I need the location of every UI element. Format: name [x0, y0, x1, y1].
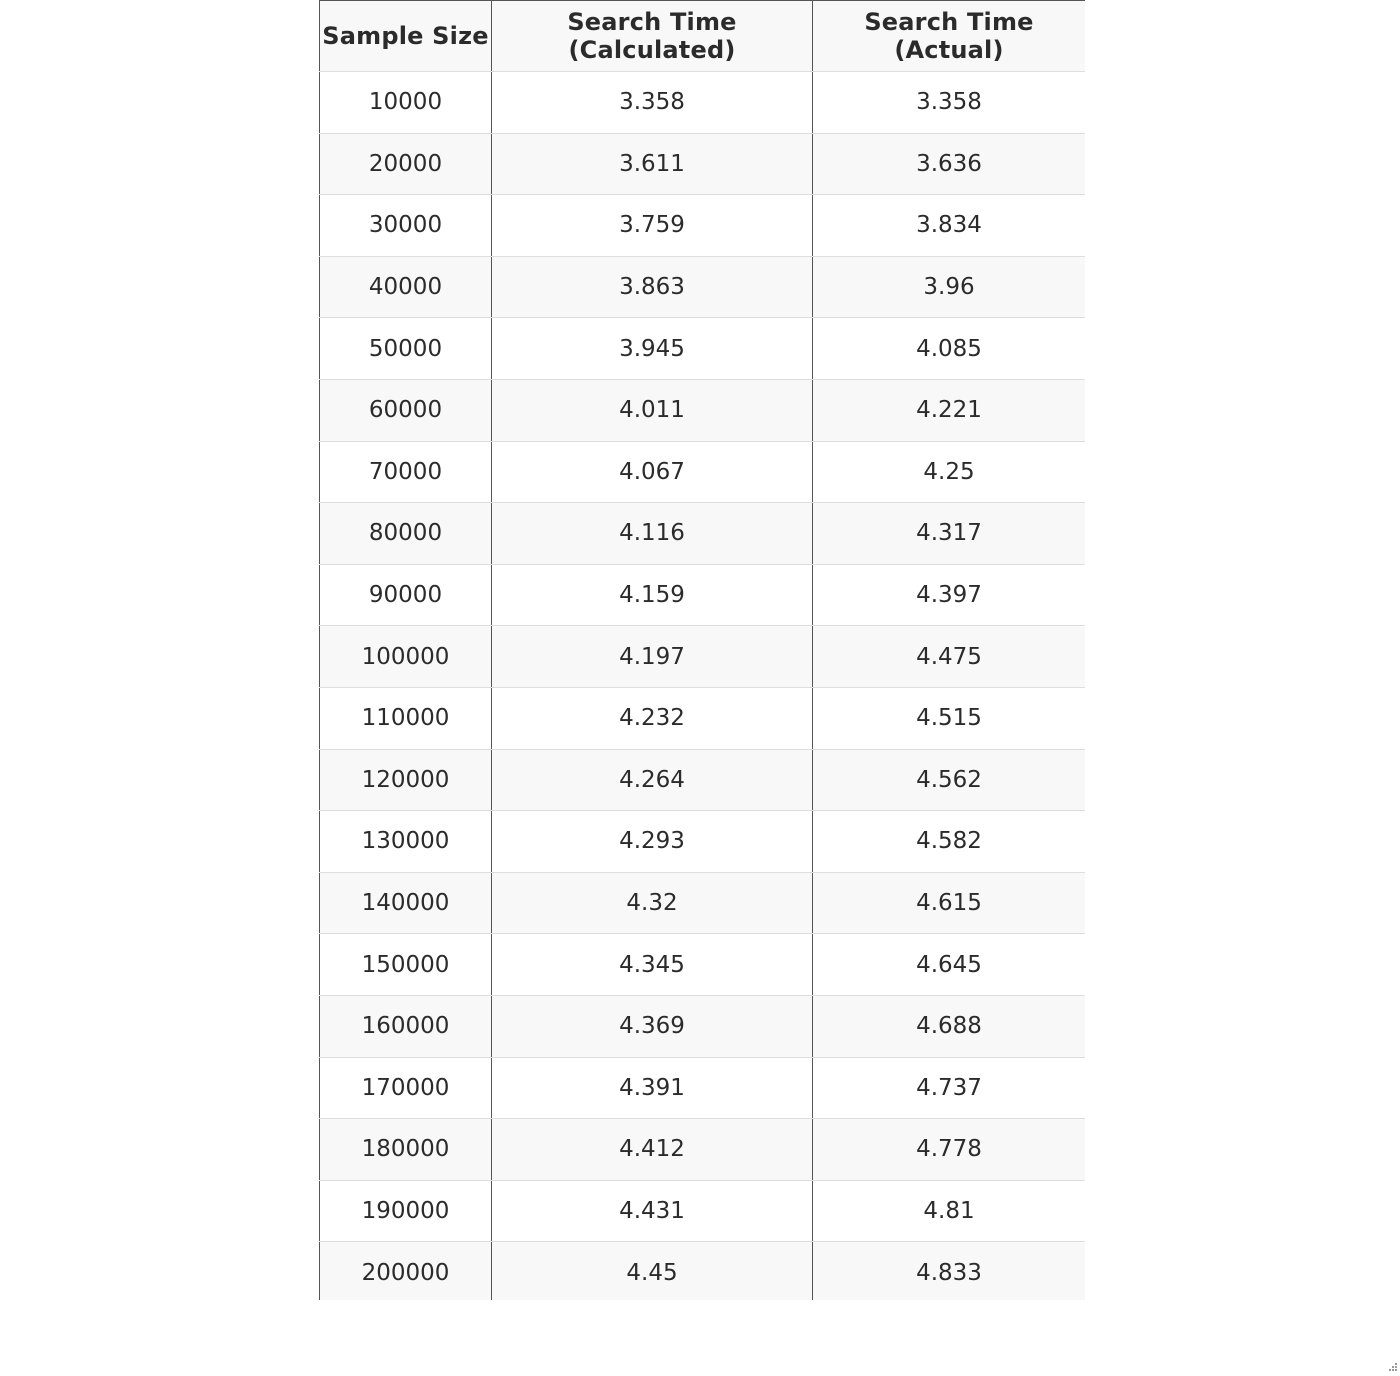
- cell-sample-size: 160000: [320, 995, 492, 1057]
- table-row: [320, 872, 1086, 934]
- cell-search-time-actual: 4.085: [813, 318, 1086, 380]
- cell-search-time-calculated: 3.945: [492, 318, 813, 380]
- table-row: [320, 195, 1086, 257]
- table-row: [320, 1119, 1086, 1181]
- cell-search-time-actual: 4.615: [813, 872, 1086, 934]
- cell-search-time-actual: 4.317: [813, 503, 1086, 565]
- cell-sample-size: 190000: [320, 1180, 492, 1242]
- table-row: [320, 72, 1086, 134]
- table-row: [320, 379, 1086, 441]
- cell-search-time-actual: 4.515: [813, 687, 1086, 749]
- search-time-table: [319, 0, 1085, 1300]
- table-row: [320, 811, 1086, 873]
- table-row: [320, 1057, 1086, 1119]
- table-body: [320, 72, 1086, 1301]
- table-row: [320, 564, 1086, 626]
- cell-search-time-calculated: 3.759: [492, 195, 813, 257]
- table-row: [320, 1242, 1086, 1300]
- table-container: [319, 0, 1085, 1300]
- cell-sample-size: 70000: [320, 441, 492, 503]
- cell-sample-size: 10000: [320, 72, 492, 134]
- cell-sample-size: 100000: [320, 626, 492, 688]
- cell-sample-size: 40000: [320, 256, 492, 318]
- cell-search-time-calculated: 3.611: [492, 133, 813, 195]
- cell-sample-size: 180000: [320, 1119, 492, 1181]
- cell-sample-size: 20000: [320, 133, 492, 195]
- header-search-time-calculated: Search Time (Calculated): [492, 1, 813, 72]
- cell-search-time-actual: 3.358: [813, 72, 1086, 134]
- cell-search-time-actual: 4.778: [813, 1119, 1086, 1181]
- table-row: [320, 626, 1086, 688]
- table-row: [320, 749, 1086, 811]
- cell-search-time-actual: 4.25: [813, 441, 1086, 503]
- table-row: [320, 1180, 1086, 1242]
- cell-search-time-calculated: 4.391: [492, 1057, 813, 1119]
- cell-search-time-calculated: 4.011: [492, 379, 813, 441]
- cell-search-time-calculated: 4.067: [492, 441, 813, 503]
- cell-sample-size: 90000: [320, 564, 492, 626]
- cell-sample-size: 200000: [320, 1242, 492, 1300]
- cell-search-time-calculated: 4.264: [492, 749, 813, 811]
- cell-search-time-actual: 3.636: [813, 133, 1086, 195]
- cell-search-time-actual: 4.737: [813, 1057, 1086, 1119]
- cell-sample-size: 140000: [320, 872, 492, 934]
- table-row: [320, 503, 1086, 565]
- cell-search-time-calculated: 4.345: [492, 934, 813, 996]
- cell-sample-size: 80000: [320, 503, 492, 565]
- cell-sample-size: 110000: [320, 687, 492, 749]
- cell-search-time-calculated: 4.197: [492, 626, 813, 688]
- table-row: [320, 133, 1086, 195]
- cell-search-time-actual: 4.645: [813, 934, 1086, 996]
- cell-search-time-calculated: 4.232: [492, 687, 813, 749]
- cell-sample-size: 50000: [320, 318, 492, 380]
- cell-search-time-calculated: 4.159: [492, 564, 813, 626]
- cell-sample-size: 170000: [320, 1057, 492, 1119]
- cell-search-time-calculated: 4.32: [492, 872, 813, 934]
- cell-search-time-calculated: 3.863: [492, 256, 813, 318]
- table-header: [320, 1, 1086, 72]
- table-row: [320, 934, 1086, 996]
- cell-sample-size: 130000: [320, 811, 492, 873]
- header-search-time-actual: Search Time (Actual): [813, 1, 1086, 72]
- header-sample-size: Sample Size: [320, 1, 492, 72]
- cell-sample-size: 60000: [320, 379, 492, 441]
- cell-search-time-calculated: 3.358: [492, 72, 813, 134]
- cell-search-time-calculated: 4.412: [492, 1119, 813, 1181]
- header-row: [320, 1, 1086, 72]
- cell-search-time-calculated: 4.431: [492, 1180, 813, 1242]
- resize-grip-icon[interactable]: [1382, 1356, 1398, 1372]
- cell-search-time-calculated: 4.45: [492, 1242, 813, 1300]
- table-row: [320, 687, 1086, 749]
- cell-sample-size: 120000: [320, 749, 492, 811]
- table-row: [320, 441, 1086, 503]
- table-row: [320, 995, 1086, 1057]
- cell-search-time-actual: 3.96: [813, 256, 1086, 318]
- cell-search-time-actual: 4.221: [813, 379, 1086, 441]
- cell-search-time-actual: 4.688: [813, 995, 1086, 1057]
- cell-sample-size: 30000: [320, 195, 492, 257]
- table-row: [320, 318, 1086, 380]
- cell-search-time-actual: 4.81: [813, 1180, 1086, 1242]
- cell-search-time-actual: 4.397: [813, 564, 1086, 626]
- cell-search-time-actual: 4.833: [813, 1242, 1086, 1300]
- table-row: [320, 256, 1086, 318]
- cell-search-time-actual: 3.834: [813, 195, 1086, 257]
- cell-search-time-actual: 4.562: [813, 749, 1086, 811]
- cell-search-time-calculated: 4.293: [492, 811, 813, 873]
- cell-search-time-actual: 4.475: [813, 626, 1086, 688]
- cell-search-time-calculated: 4.116: [492, 503, 813, 565]
- cell-search-time-actual: 4.582: [813, 811, 1086, 873]
- cell-sample-size: 150000: [320, 934, 492, 996]
- cell-search-time-calculated: 4.369: [492, 995, 813, 1057]
